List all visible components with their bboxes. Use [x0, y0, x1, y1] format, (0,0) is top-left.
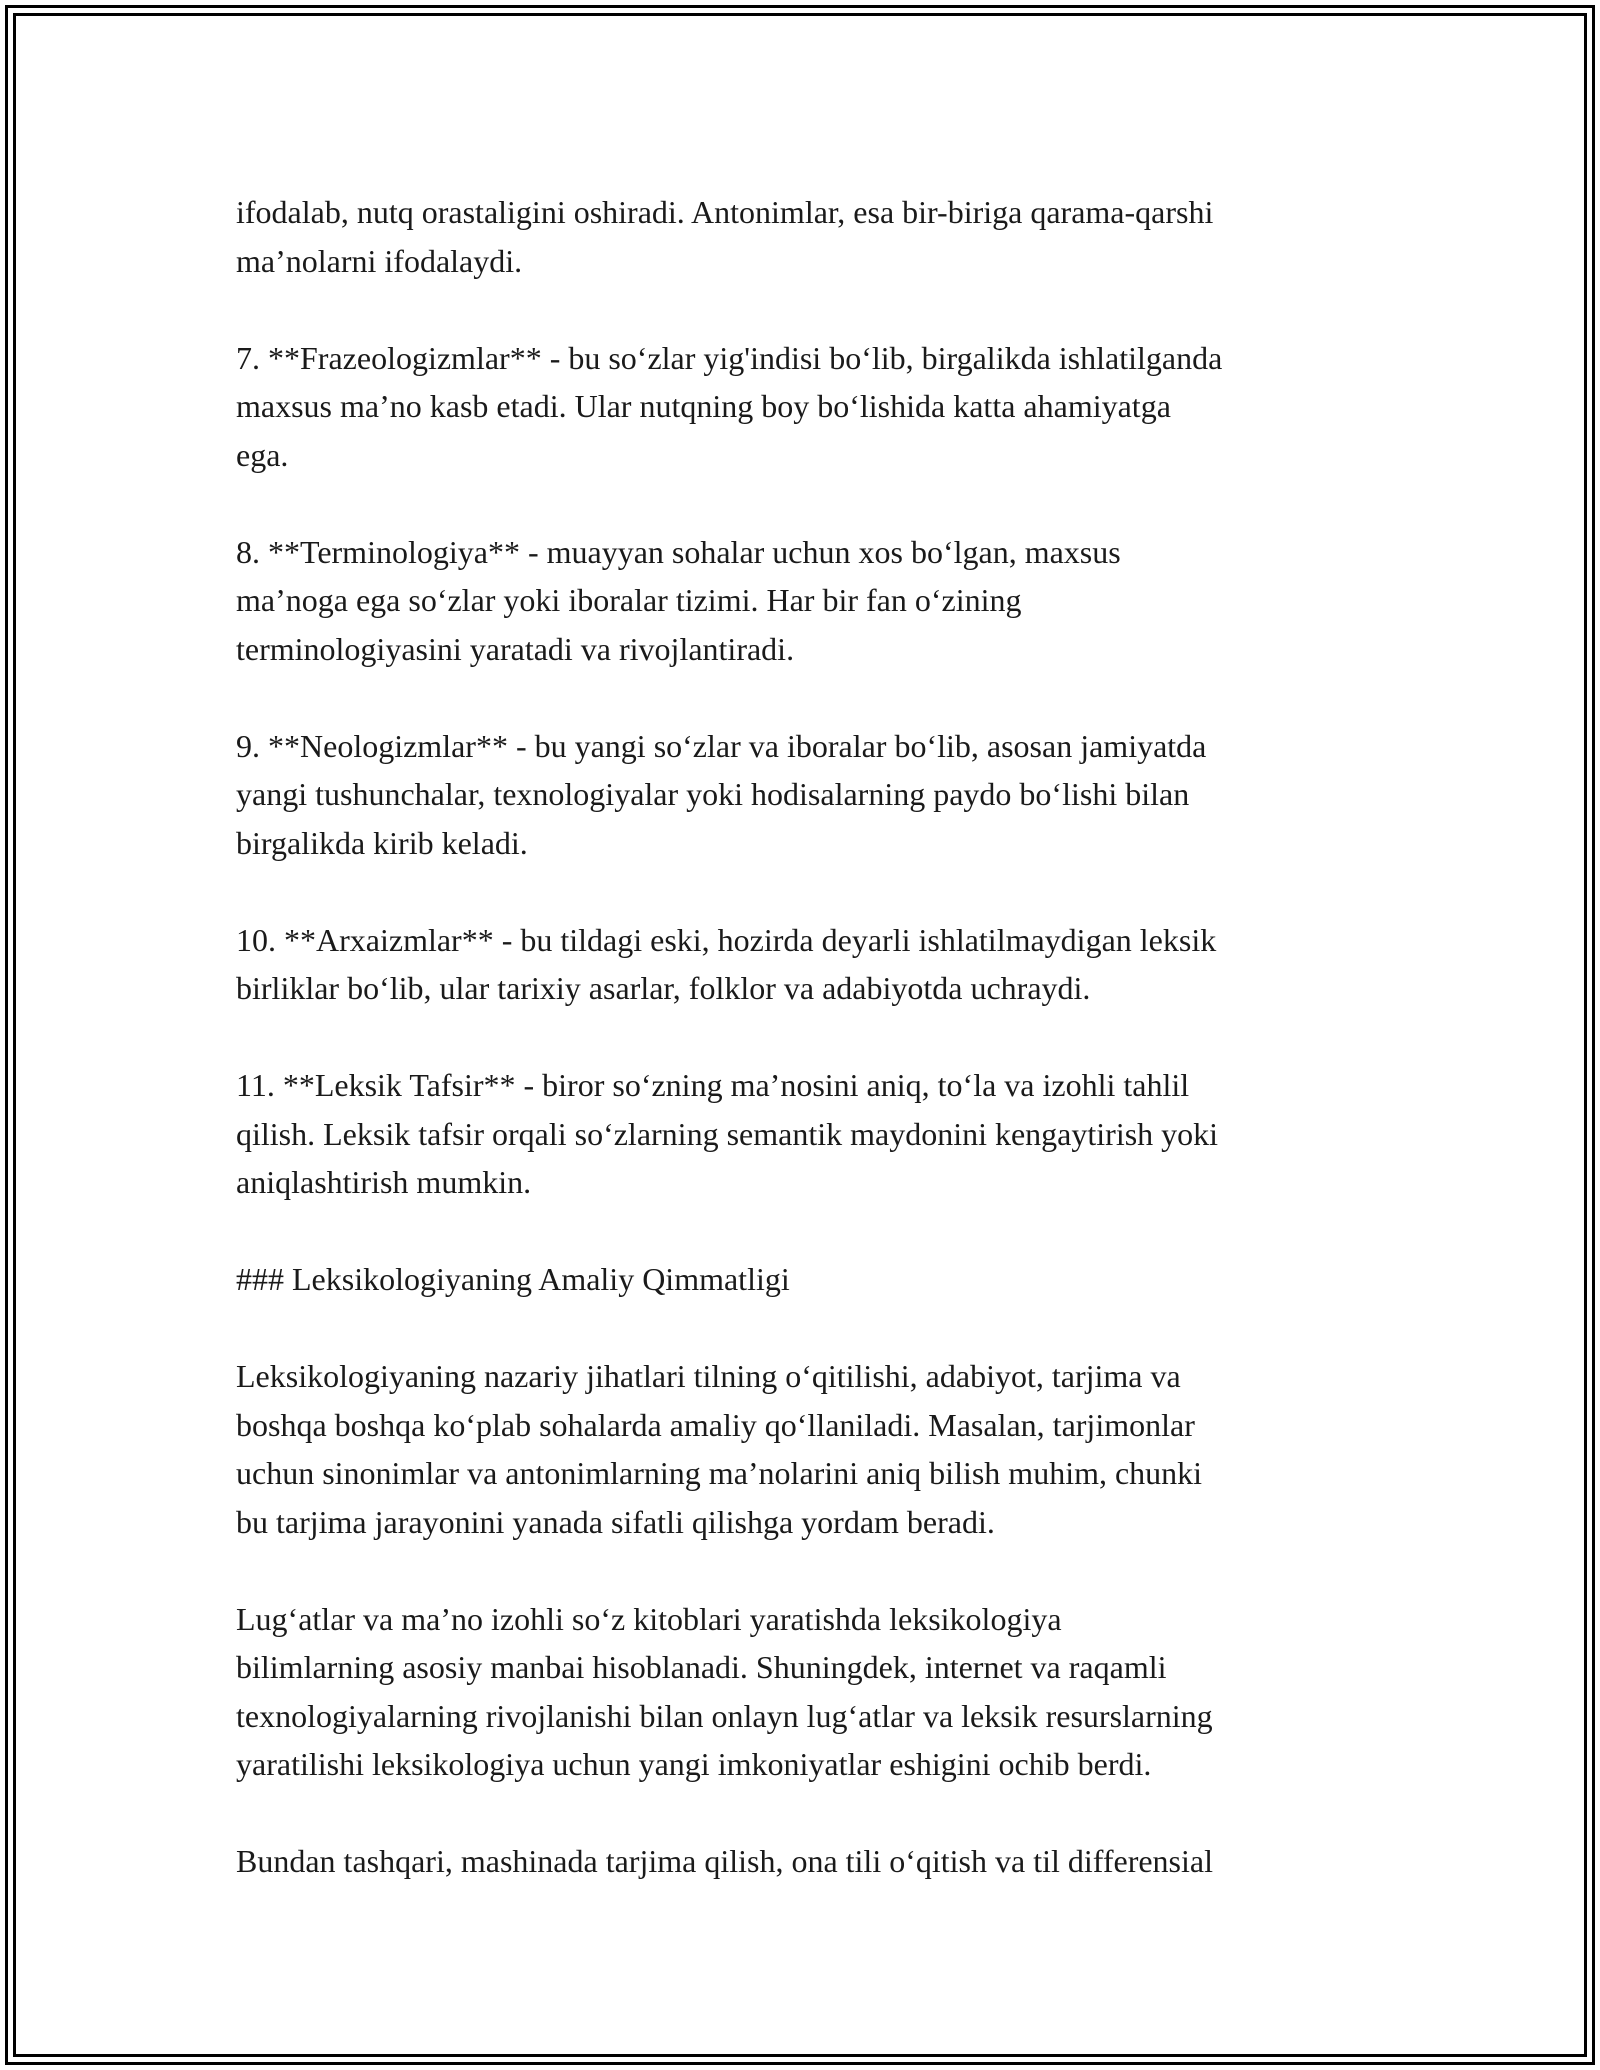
text-line: ma’nolarni ifodalaydi.: [236, 242, 523, 279]
text-line: maxsus ma’no kasb etadi. Ular nutqning boy bo‘lishida katta ahamiyatga: [236, 388, 1171, 424]
text-line: uchun sinonimlar va antonimlarning ma’nolarini aniq bilish muhim, chunki: [236, 1455, 1203, 1491]
text-line: qilish. Leksik tafsir orqali so‘zlarning semantik maydonini kengaytirish yoki: [236, 1115, 1219, 1152]
text-line: Bundan tashqari, mashinada tarjima qilish, ona tili o‘qitish va til differensial: [236, 1843, 1213, 1879]
text-line: 10. **Arxaizmlar** - bu tildagi eski, hozirda deyarli ishlatilmaydigan leksik: [236, 921, 1217, 958]
text-line: yangi tushunchalar, texnologiyalar yoki hodisalarning paydo bo‘lishi bilan: [236, 776, 1190, 812]
text-line: Lug‘atlar va ma’no izohli so‘z kitoblari yaratishda leksikologiya: [236, 1600, 1062, 1637]
text-line: 9. **Neologizmlar** - bu yangi so‘zlar va iboralar bo‘lib, asosan jamiyatda: [236, 727, 1207, 764]
paragraph-bundan-tashqari: [236, 1837, 1406, 1886]
text-line: yaratilishi leksikologiya uchun yangi imkoniyatlar eshigini ochib berdi.: [236, 1746, 1152, 1782]
text-line: bilimlarning asosiy manbai hisoblanadi. Shuningdek, internet va raqamli: [236, 1649, 1167, 1685]
paragraph-antonyms-continuation: [236, 188, 1406, 285]
text-line: ma’noga ega so‘zlar yoki iboralar tizimi. Har bir fan o‘zining: [236, 582, 1022, 618]
section-heading: [236, 1255, 1406, 1304]
text-line: Leksikologiyaning nazariy jihatlari tilning o‘qitilishi, adabiyot, tarjima va: [236, 1358, 1181, 1394]
paragraph-neologizmlar: [236, 722, 1406, 868]
text-line: bu tarjima jarayonini yanada sifatli qilishga yordam beradi.: [236, 1503, 995, 1540]
paragraph-amaliy-qollanish: [236, 1352, 1406, 1546]
paragraph-terminologiya: [236, 528, 1406, 674]
text-line: aniqlashtirish mumkin.: [236, 1164, 532, 1200]
heading-line: ### Leksikologiyaning Amaliy Qimmatligi: [236, 1261, 790, 1297]
document-body: [236, 188, 1406, 1934]
paragraph-arxaizmlar: [236, 916, 1406, 1013]
text-line: terminologiyasini yaratadi va rivojlantiradi.: [236, 630, 795, 667]
paragraph-leksik-tafsir: [236, 1061, 1406, 1207]
text-line: ifodalab, nutq orastaligini oshiradi. Antonimlar, esa bir-biriga qarama-qarshi: [236, 194, 1214, 230]
text-line: texnologiyalarning rivojlanishi bilan onlayn lug‘atlar va leksik resurslarning: [236, 1697, 1213, 1734]
paragraph-lugatlar: [236, 1595, 1406, 1789]
text-line: birliklar bo‘lib, ular tarixiy asarlar, folklor va adabiyotda uchraydi.: [236, 970, 1091, 1006]
text-line: boshqa boshqa ko‘plab sohalarda amaliy qo‘llaniladi. Masalan, tarjimonlar: [236, 1406, 1195, 1443]
text-line: 11. **Leksik Tafsir** - biror so‘zning ma’nosini aniq, to‘la va izohli tahlil: [236, 1067, 1190, 1103]
paragraph-frazeologizmlar: [236, 334, 1406, 480]
text-line: 7. **Frazeologizmlar** - bu so‘zlar yig'indisi bo‘lib, birgalikda ishlatilganda: [236, 339, 1223, 376]
text-line: ega.: [236, 436, 289, 473]
text-line: birgalikda kirib keladi.: [236, 824, 528, 861]
text-line: 8. **Terminologiya** - muayyan sohalar uchun xos bo‘lgan, maxsus: [236, 533, 1121, 570]
